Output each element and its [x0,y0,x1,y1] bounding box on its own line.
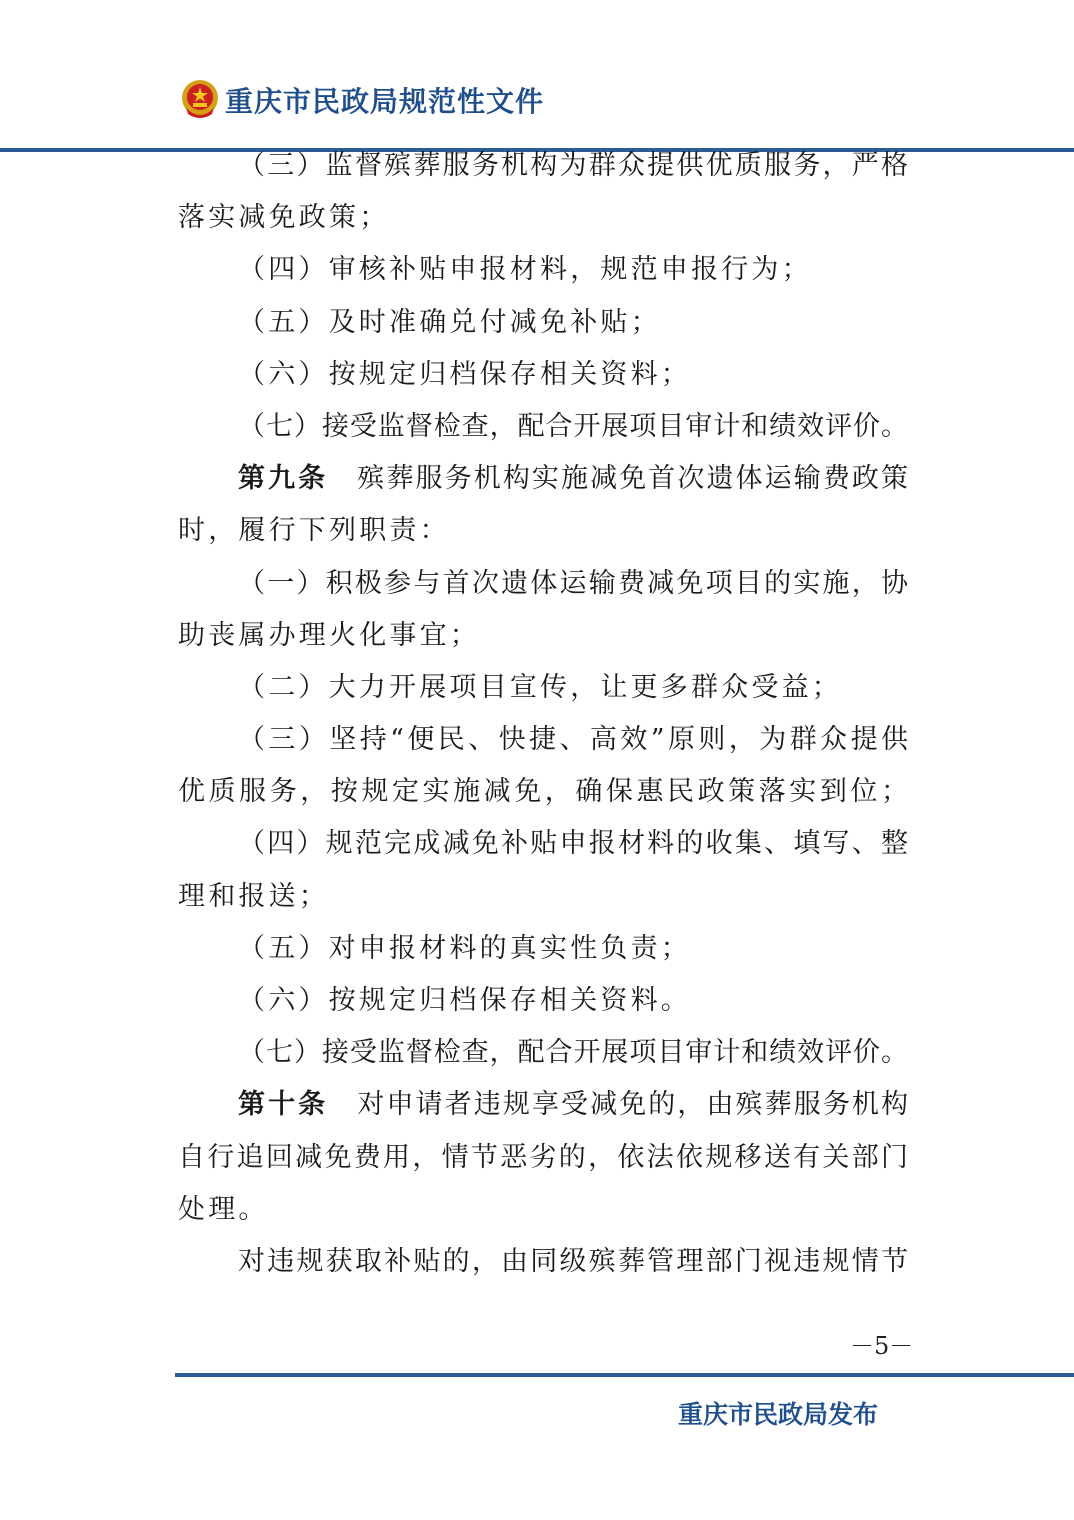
paragraph-line: （四）审核补贴申报材料，规范申报行为； [238,254,812,286]
paragraph-line: （二）大力开展项目宣传，让更多群众受益； [238,671,842,703]
article-ten-line [178,1079,908,1131]
paragraph-line: 优质服务，按规定实施减免，确保惠民政策落实到位； [178,776,908,808]
paragraph-line: 自行追回减免费用，情节恶劣的，依法依规移送有关部门 [178,1141,908,1173]
article-nine-line [178,453,908,505]
paragraph-line: 对违规获取补贴的，由同级殡葬管理部门视违规情节 [238,1245,908,1277]
paragraph-line: 理和报送； [178,880,329,912]
article-nine-heading: 第九条 [238,463,329,495]
paragraph-line: （三）坚持“便民、快捷、高效”原则，为群众提供 [238,724,908,756]
paragraph-line: （三）监督殡葬服务机构为群众提供优质服务，严格 [238,150,908,181]
paragraph-line: 助丧属办理火化事宜； [178,619,480,651]
paragraph-line: （六）按规定归档保存相关资料。 [238,985,691,1016]
national-emblem-icon [180,78,220,120]
paragraph-line: （五）及时准确兑付减免补贴； [238,306,661,338]
paragraph-line: （六）按规定归档保存相关资料； [238,358,691,390]
paragraph-line: 处理。 [178,1193,269,1225]
header-title: 重庆市民政局规范性文件 [225,85,545,118]
paragraph-line: （七）接受监督检查，配合开展项目审计和绩效评价。 [238,410,908,442]
footer-publisher: 重庆市民政局发布 [678,1400,879,1429]
paragraph-line: （五）对申报材料的真实性负责； [238,932,691,964]
paragraph-line: （一）积极参与首次遗体运输费减免项目的实施，协 [238,567,908,599]
paragraph-line: （四）规范完成减免补贴申报材料的收集、填写、整 [238,828,908,860]
article-ten-text: 对申请者违规享受减免的，由殡葬服务机构 [357,1089,908,1121]
page-number: －5－ [850,1332,914,1360]
document-body [178,140,908,1288]
article-nine-text: 殡葬服务机构实施减免首次遗体运输费政策 [357,463,908,495]
footer-divider [175,1373,1074,1377]
paragraph-line: 时，履行下列职责： [178,515,450,547]
article-ten-heading: 第十条 [238,1089,329,1121]
paragraph-line: 落实减免政策； [178,202,390,234]
document-header [0,0,1074,160]
paragraph-line: （七）接受监督检查，配合开展项目审计和绩效评价。 [238,1037,908,1069]
